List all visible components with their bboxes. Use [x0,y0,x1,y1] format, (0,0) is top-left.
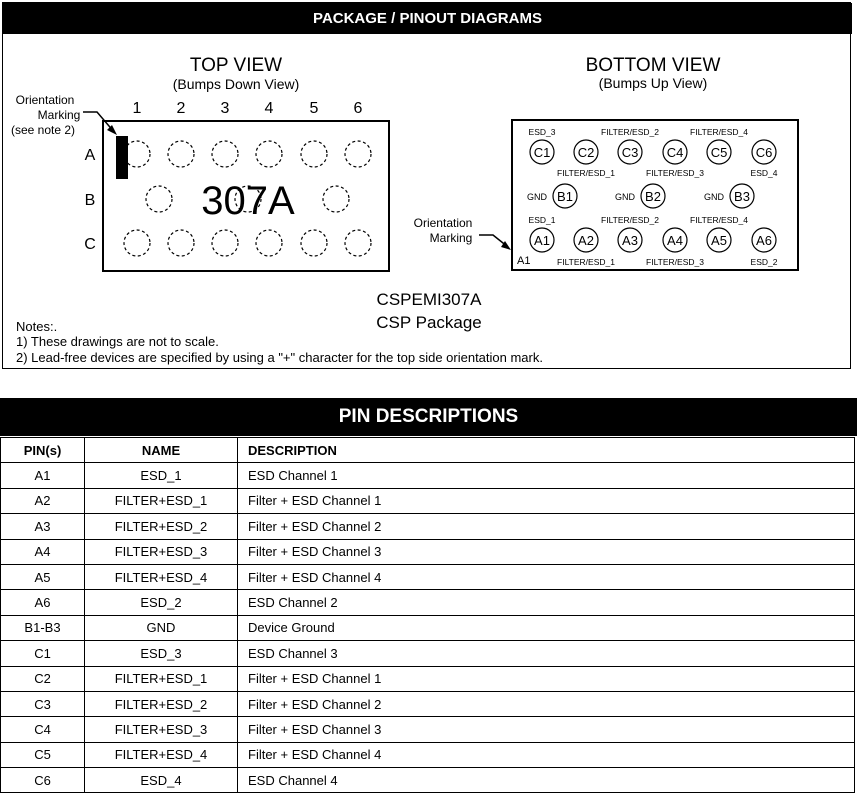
pin-cell: C6 [1,768,85,793]
gnd-label: GND [615,192,635,202]
bump-label: C4 [666,145,684,160]
pin-cell: C5 [1,742,85,767]
signal-label: FILTER/ESD_2 [601,215,659,225]
signal-label: FILTER/ESD_3 [646,257,704,267]
bump-label: C1 [533,145,551,160]
top-orientation-label-1: Orientation [15,93,75,107]
top-view-row-labels [84,147,96,253]
description-cell: ESD Channel 2 [238,590,855,615]
name-cell: FILTER+ESD_2 [85,691,238,716]
top-view-title: TOP VIEW [189,55,283,76]
pin-descriptions-title: PIN DESCRIPTIONS [0,398,857,436]
description-cell: Filter + ESD Channel 2 [238,514,855,539]
package-diagram-panel [2,2,851,369]
description-cell: ESD Channel 3 [238,641,855,666]
table-row [1,768,855,793]
top-column-label: 6 [353,100,363,117]
top-column-label: 5 [309,100,319,117]
bump-label: C3 [621,145,639,160]
pinout-diagrams [3,3,852,370]
bump-outline [323,186,349,212]
name-cell: ESD_2 [85,590,238,615]
signal-label: ESD_2 [750,257,778,267]
bottom-view-subtitle: (Bumps Up View) [598,75,708,91]
top-column-label: 1 [132,100,142,117]
bump-outline [345,230,371,256]
top-column-label: 2 [176,100,186,117]
signal-label: FILTER/ESD_3 [646,168,704,178]
pin-cell: A6 [1,590,85,615]
signal-label: FILTER/ESD_1 [557,168,615,178]
bump-outline [256,230,282,256]
bump-label: B3 [734,189,750,204]
table-row [1,539,855,564]
bump-label: A4 [667,233,683,248]
top-row-label: B [84,192,96,209]
top-column-label: 3 [220,100,230,117]
signal-label: FILTER/ESD_2 [601,127,659,137]
bottom-view-bumps [527,140,776,252]
name-cell: FILTER+ESD_2 [85,514,238,539]
table-row [1,666,855,691]
bump-label: A3 [622,233,638,248]
bump-label: A5 [711,233,727,248]
top-view-subtitle: (Bumps Down View) [172,76,300,92]
description-cell: Filter + ESD Channel 3 [238,717,855,742]
pin-cell: C1 [1,641,85,666]
name-cell: FILTER+ESD_3 [85,539,238,564]
name-cell: FILTER+ESD_1 [85,488,238,513]
name-cell: GND [85,615,238,640]
pin-cell: A4 [1,539,85,564]
bottom-orientation-label-1: Orientation [413,216,473,230]
description-cell: Device Ground [238,615,855,640]
top-orientation-label-3: (see note 2) [10,123,76,137]
pin-cell: C4 [1,717,85,742]
top-row-label: A [84,147,96,164]
note-2: 2) Lead-free devices are specified by using a "+" character for the top side orientation mark. [16,350,543,365]
gnd-label: GND [527,192,547,202]
description-cell: ESD Channel 4 [238,768,855,793]
name-cell: ESD_4 [85,768,238,793]
bump-outline [212,230,238,256]
bump-label: A1 [534,233,550,248]
part-number: CSPEMI307A [376,290,482,309]
orientation-marking-bar [116,136,128,179]
bump-label: C5 [710,145,728,160]
top-row-label: C [84,236,96,253]
signal-label: FILTER/ESD_4 [690,127,748,137]
note-1: 1) These drawings are not to scale. [16,334,219,349]
table-row [1,641,855,666]
signal-label: ESD_1 [528,215,556,225]
bottom-orientation-label-2: Marking [429,231,473,245]
signal-label: FILTER/ESD_1 [557,257,615,267]
description-cell: Filter + ESD Channel 4 [238,742,855,767]
pin-descriptions-table [0,437,855,793]
bump-label: B2 [645,189,661,204]
bump-label: A6 [756,233,772,248]
description-cell: Filter + ESD Channel 1 [238,488,855,513]
description-cell: Filter + ESD Channel 3 [238,539,855,564]
table-row [1,717,855,742]
table-row [1,463,855,488]
package-section-title: PACKAGE / PINOUT DIAGRAMS [3,3,852,34]
top-orientation-label-2: Marking [37,108,81,122]
bump-outline [168,141,194,167]
pin-cell: A2 [1,488,85,513]
table-row [1,615,855,640]
bump-outline [345,141,371,167]
name-cell: ESD_1 [85,463,238,488]
name-cell: FILTER+ESD_4 [85,564,238,589]
table-row [1,564,855,589]
table-row [1,488,855,513]
description-cell: ESD Channel 1 [238,463,855,488]
pin-cell: A5 [1,564,85,589]
bump-outline [146,186,172,212]
header-description: DESCRIPTION [238,438,855,463]
header-name: NAME [85,438,238,463]
top-view-column-labels [133,100,363,117]
bump-label: C2 [577,145,595,160]
pin-cell: A3 [1,514,85,539]
pin-cell: B1-B3 [1,615,85,640]
name-cell: FILTER+ESD_3 [85,717,238,742]
bump-label: C6 [755,145,773,160]
table-row [1,590,855,615]
package-name: CSP Package [376,313,482,332]
signal-label: ESD_3 [528,127,556,137]
description-cell: Filter + ESD Channel 4 [238,564,855,589]
pin-cell: C3 [1,691,85,716]
name-cell: FILTER+ESD_4 [85,742,238,767]
description-cell: Filter + ESD Channel 1 [238,666,855,691]
pin-cell: C2 [1,666,85,691]
description-cell: Filter + ESD Channel 2 [238,691,855,716]
header-pins: PIN(s) [1,438,85,463]
top-column-label: 4 [264,100,274,117]
bump-outline [301,230,327,256]
bump-outline [212,141,238,167]
name-cell: ESD_3 [85,641,238,666]
table-header-row [1,438,855,463]
name-cell: FILTER+ESD_1 [85,666,238,691]
bump-label: A2 [578,233,594,248]
signal-label: ESD_4 [750,168,778,178]
bump-outline [301,141,327,167]
bump-label: B1 [557,189,573,204]
bump-outline [168,230,194,256]
table-row [1,742,855,767]
table-row [1,514,855,539]
bottom-corner-label: A1 [517,255,531,267]
table-row [1,691,855,716]
pin-cell: A1 [1,463,85,488]
bottom-view-title: BOTTOM VIEW [585,55,721,76]
bump-outline [256,141,282,167]
bump-outline [124,230,150,256]
gnd-label: GND [704,192,724,202]
top-view-marking-text: 307A [201,179,295,223]
notes-title: Notes:. [16,319,58,334]
signal-label: FILTER/ESD_4 [690,215,748,225]
